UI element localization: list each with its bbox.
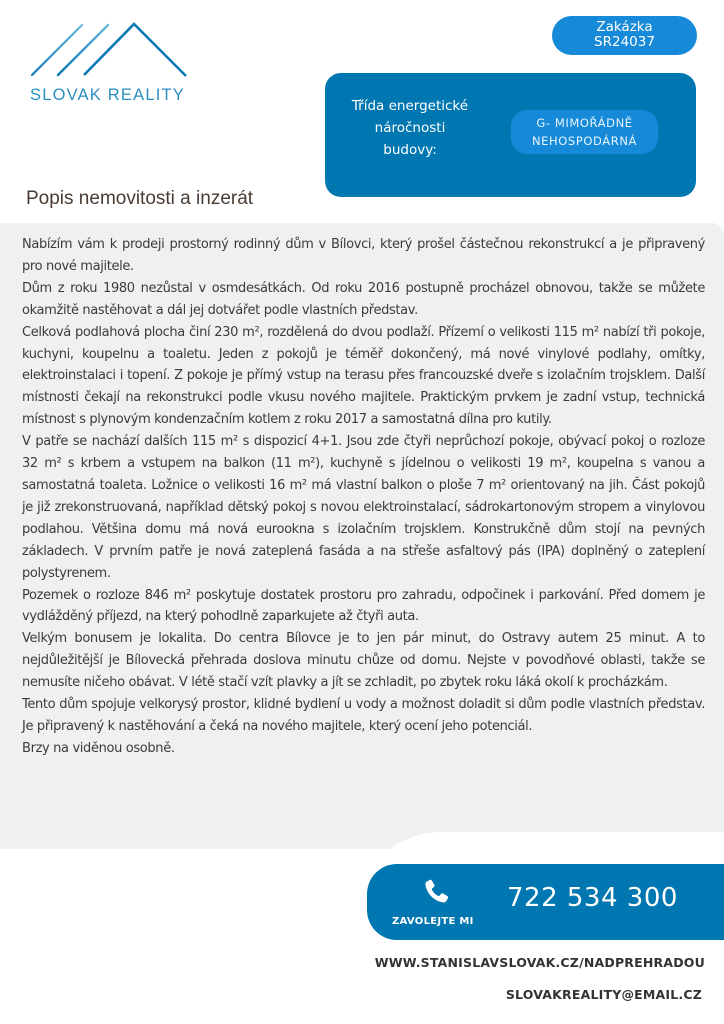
- description-closing: Brzy na viděnou osobně.: [22, 740, 175, 756]
- description-paragraph: Tento dům spojuje velkorysý prostor, klidné bydlení u vody a možnost doladit si dům podle vlastních představ. Je připravený k nastěhování a čeká na nového majitele, který ocení jeho potenciál.: [22, 697, 705, 734]
- phone-icon: [421, 877, 453, 909]
- order-badge: [552, 16, 697, 55]
- roof-lines-logo-icon: [28, 20, 198, 90]
- energy-class-label: Třída energetické náročnosti budovy:: [351, 98, 469, 158]
- section-title: Popis nemovitosti a inzerát: [26, 188, 254, 209]
- description-paragraph: Velkým bonusem je lokalita. Do centra Bílovce je to jen pár minut, do Ostravy autem 25 minut. A to nejdůležitější je Bílovecká přehrada doslova minutu chůze od domu. Nejste v povodňové oblasti, takže se nemusíte ničeho obávat. V létě stačí vzít plavky a jít se zchladit, po zbytek roku láká okolí k procházkám.: [22, 631, 705, 691]
- website-link[interactable]: WWW.STANISLAVSLOVAK.CZ/NADPREHRADOU: [374, 955, 705, 970]
- description-paragraph: Nabízím vám k prodeji prostorný rodinný dům v Bílovci, který prošel částečnou rekonstrukcí a je připravený pro nové majitele.: [22, 237, 705, 274]
- order-code: SR24037: [594, 34, 655, 50]
- brand-logo: [28, 20, 198, 110]
- call-me-button[interactable]: [367, 864, 724, 940]
- email-link[interactable]: SLOVAKREALITY@EMAIL.CZ: [505, 987, 702, 1002]
- description-paragraph: Pozemek o rozloze 846 m² poskytuje dostatek prostoru pro zahradu, odpočinek i parkování. Před domem je vydlážděný příjezd, na který pohodlně zaparkujete až čtyři auta.: [22, 587, 705, 625]
- energy-class-panel: [325, 73, 696, 197]
- energy-class-badge: G- MIMOŘÁDNĚ NEHOSPODÁRNÁ: [511, 110, 658, 154]
- description-paragraph: V patře se nachází dalších 115 m² s dispozicí 4+1. Jsou zde čtyři neprůchozí pokoje, obývací pokoj o rozloze 32 m² s krbem a vstupem na balkon (11 m²), kuchyně s jídelnou o velikosti 19 m², koupelna s vanou a samostatná toaleta. Ložnice o velikosti 16 m² má vlastní balkon o ploše 7 m² orientovaný na jih. Část pokojů je již zrekonstruovaná, například dětský pokoj s novou elektroinstalací, sádrokartonovým stropem a vinylovou podlahou. Většina domu má nová eurookna s izolačním trojsklem. Konstrukčně dům stojí na pevných základech. V prvním patře je nová zateplená fasáda a na střeše asfaltový pás (IPA) doplněný o zateplení polystyrenem.: [22, 434, 705, 581]
- order-label: Zakázka: [596, 19, 653, 35]
- call-me-label: ZAVOLEJTE MI: [392, 916, 474, 927]
- phone-number[interactable]: 722 534 300: [507, 883, 678, 913]
- description-paragraph: Dům z roku 1980 nezůstal v osmdesátkách. Od roku 2016 postupně procházel obnovou, takže se můžete okamžitě nastěhovat a dál jej dotvářet podle vlastních představ.: [22, 280, 705, 318]
- description-text: [22, 234, 705, 760]
- description-paragraph: Celková podlahová plocha činí 230 m², rozdělená do dvou podlaží. Přízemí o velikosti 115 m² nabízí tři pokoje, kuchyni, koupelnu a toaletu. Jeden z pokojů je téměř dokončený, má nové vinylové podlahy, omítky, elektroinstalaci i topení. Z pokoje je přímý vstup na terasu přes francouzské dveře s izolačním trojsklem. Další místnosti čekají na rekonstrukci podle vkusu nového majitele. Praktickým prvkem je zadní vstup, technická místnost s plynovým kondenzačním kotlem z roku 2017 a samostatná dílna pro kutily.: [22, 324, 705, 428]
- brand-name: SLOVAK REALITY: [30, 86, 185, 104]
